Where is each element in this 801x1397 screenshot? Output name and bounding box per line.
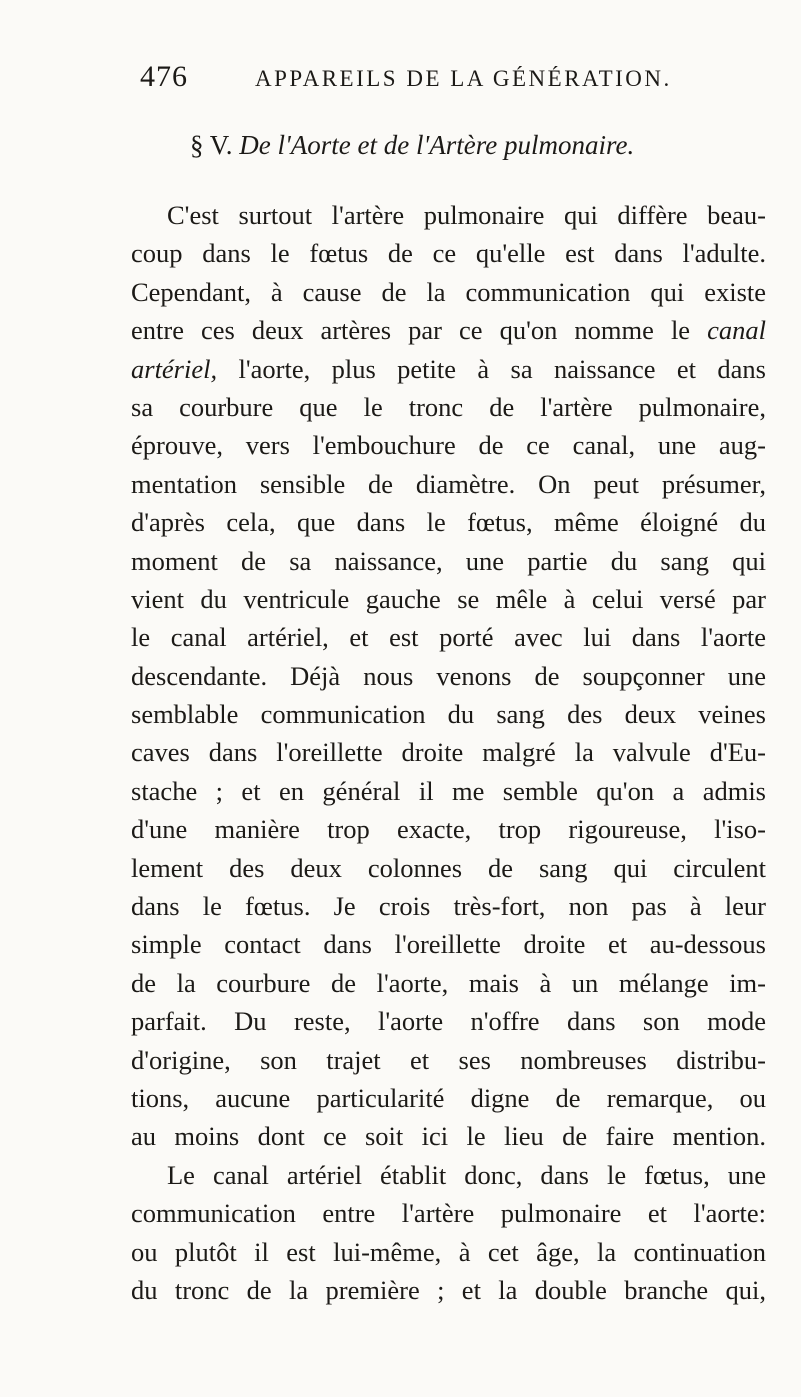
text-line: stache ; et en général il me semble qu'on a admis: [131, 775, 766, 806]
text-line: simple contact dans l'oreillette droite et au-dessous: [131, 929, 766, 960]
text-line: d'origine, son trajet et ses nombreuses distribu-: [131, 1044, 766, 1075]
text-line: [131, 350, 766, 388]
text-line: tions, aucune particularité digne de remarque, ou: [131, 1082, 766, 1113]
text-line: dans le fœtus. Je crois très-fort, non pas à leur: [131, 891, 766, 922]
page-number: 476: [140, 60, 188, 93]
text-line: de la courbure de l'aorte, mais à un mélange im-: [131, 967, 766, 998]
text-line: caves dans l'oreillette droite malgré la valvule d'Eu-: [131, 737, 766, 768]
text-segment: l'aorte, plus petite à sa naissance et dans: [217, 353, 766, 384]
text-line: du tronc de la première ; et la double branche qui,: [131, 1274, 766, 1305]
text-segment: entre ces deux artères par ce qu'on nomme le: [131, 315, 691, 346]
text-line: ou plutôt il est lui-même, à cet âge, la continuation: [131, 1236, 766, 1267]
text-line: C'est surtout l'artère pulmonaire qui diffère beau-: [167, 200, 766, 230]
text-line: Le canal artériel établit donc, dans le fœtus, une: [167, 1159, 766, 1190]
text-line: d'après cela, que dans le fœtus, même éloigné du: [131, 507, 766, 538]
running-head: [140, 60, 780, 100]
italic-term: artériel,: [131, 353, 218, 384]
section-number: § V.: [190, 130, 233, 160]
text-line: vient du ventricule gauche se mêle à celui versé par: [131, 583, 766, 614]
text-line: moment de sa naissance, une partie du sang qui: [131, 545, 766, 576]
italic-term: canal: [707, 315, 767, 346]
section-heading: [190, 130, 790, 161]
text-line: communication entre l'artère pulmonaire et l'aorte:: [131, 1198, 766, 1229]
text-line: au moins dont ce soit ici le lieu de faire mention.: [131, 1121, 766, 1152]
text-line: descendante. Déjà nous venons de soupçonner une: [131, 660, 766, 691]
text-line: sa courbure que le tronc de l'artère pulmonaire,: [131, 391, 766, 422]
section-title: De l'Aorte et de l'Artère pulmonaire.: [239, 130, 635, 160]
text-line: lement des deux colonnes de sang qui circulent: [131, 852, 766, 883]
text-line: éprouve, vers l'embouchure de ce canal, une aug-: [131, 430, 766, 461]
text-line: coup dans le fœtus de ce qu'elle est dans l'adulte.: [131, 238, 766, 269]
text-line: Cependant, à cause de la communication qui existe: [131, 276, 766, 307]
text-line: le canal artériel, et est porté avec lui dans l'aorte: [131, 622, 766, 653]
text-line: [131, 311, 766, 349]
running-title: APPAREILS DE LA GÉNÉRATION.: [255, 66, 672, 91]
text-line: d'une manière trop exacte, trop rigoureuse, l'iso-: [131, 814, 766, 845]
text-line: parfait. Du reste, l'aorte n'offre dans son mode: [131, 1006, 766, 1037]
text-line: semblable communication du sang des deux veines: [131, 699, 766, 730]
text-line: mentation sensible de diamètre. On peut présumer,: [131, 468, 766, 499]
body-text: [131, 196, 766, 1309]
